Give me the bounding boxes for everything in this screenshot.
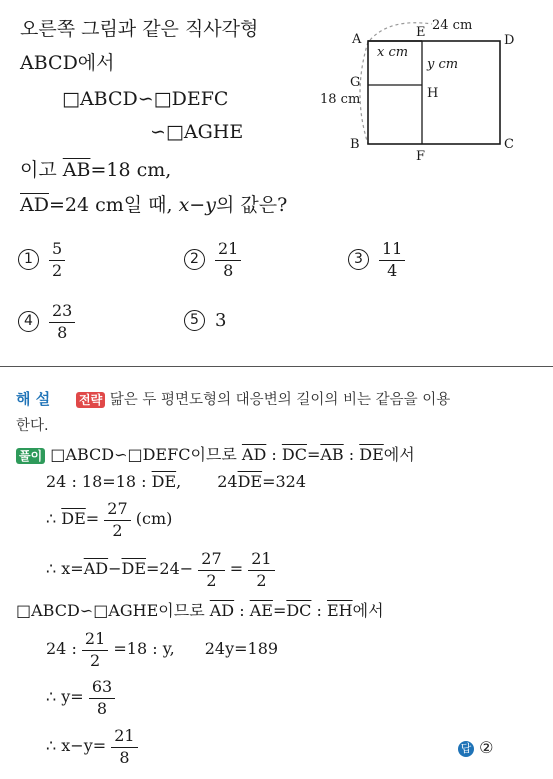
label-a: A	[352, 32, 362, 47]
problem-line-4: ∽□AGHE	[150, 121, 244, 143]
label-d: D	[504, 33, 515, 48]
pool-badge: 풀이	[16, 448, 45, 464]
problem-line-6: $\overline{AD}=24$ cm일 때, x−y의 값은?	[20, 194, 288, 216]
label-ad-length: 24 cm	[432, 18, 473, 33]
strategy-badge: 전략	[76, 392, 105, 408]
solution-step-3: ∴ $\overline{DE}=$ $\frac{27}{2}$ (cm)	[46, 499, 173, 540]
solution-step-5: □ABCD∽□AGHE이므로 $\overline{AD}$ : $\overline{AE}=\overline{DC}$ : $\overline{EH}$에서	[16, 601, 384, 620]
problem-line-2: ABCD에서	[20, 52, 115, 74]
label-x-length: x cm	[377, 45, 409, 60]
problem-line-3: □ABCD∽□DEFC	[62, 88, 229, 110]
strategy-line-2: 한다.	[16, 418, 49, 434]
option-5[interactable]: 5 3	[184, 310, 226, 331]
segment-ab: $\overline{AB}$	[62, 159, 91, 181]
section-divider	[0, 366, 553, 367]
answer	[458, 738, 493, 757]
label-h: H	[427, 86, 439, 101]
problem-line-1: 오른쪽 그림과 같은 직사각형	[20, 18, 259, 40]
option-4[interactable]: 4 $\frac{23}{8}$	[18, 302, 75, 341]
segment-ad: $\overline{AD}$	[20, 194, 49, 216]
answer-mark: 답	[458, 741, 474, 757]
solution-step-8: ∴ x−y= $\frac{21}{8}$	[46, 727, 138, 766]
solution-step-2: 24 : 18=18 : $\overline{DE}$, $24\overline{DE}=324$	[46, 472, 307, 491]
option-3[interactable]: 3 $\frac{11}{4}$	[348, 240, 405, 279]
solution-step-1: 풀이 □ABCD∽□DEFC이므로 $\overline{AD}$ : $\overline{DC}=\overline{AB}$ : $\overline{DE}$에서	[16, 442, 415, 465]
solution-step-7: ∴ y= $\frac{63}{8}$	[46, 678, 115, 717]
solution-step-4: ∴ $x=\overline{AD}-\overline{DE}=24-$ $\frac{27}{2}$ = $\frac{21}{2}$	[46, 550, 275, 589]
label-y-length: y cm	[427, 57, 459, 72]
solution-header: 해 설	[16, 390, 51, 408]
solution-step-6: 24 : $\frac{21}{2}$ =18 : y, 24y=189	[46, 629, 279, 670]
option-2-number: 2	[184, 249, 205, 270]
answer-value: ②	[479, 738, 494, 757]
label-f: F	[416, 149, 426, 164]
option-1[interactable]: 1 $\frac{5}{2}$	[18, 240, 65, 279]
problem-line-5: 이고 $\overline{AB}=18$ cm,	[20, 159, 172, 181]
label-c: C	[504, 137, 514, 152]
label-b: B	[350, 137, 360, 152]
option-5-number: 5	[184, 310, 205, 331]
strategy-line-1: 전략 닮은 두 평면도형의 대응변의 길이의 비는 같음을 이용	[76, 388, 450, 409]
label-e: E	[416, 25, 426, 40]
label-ab-length: 18 cm	[320, 92, 361, 107]
rectangle-figure	[320, 14, 545, 164]
arc-left	[360, 42, 368, 144]
option-4-number: 4	[18, 311, 39, 332]
option-3-number: 3	[348, 249, 369, 270]
label-g: G	[350, 75, 361, 90]
option-1-number: 1	[18, 249, 39, 270]
option-2[interactable]: 2 $\frac{21}{8}$	[184, 240, 241, 279]
